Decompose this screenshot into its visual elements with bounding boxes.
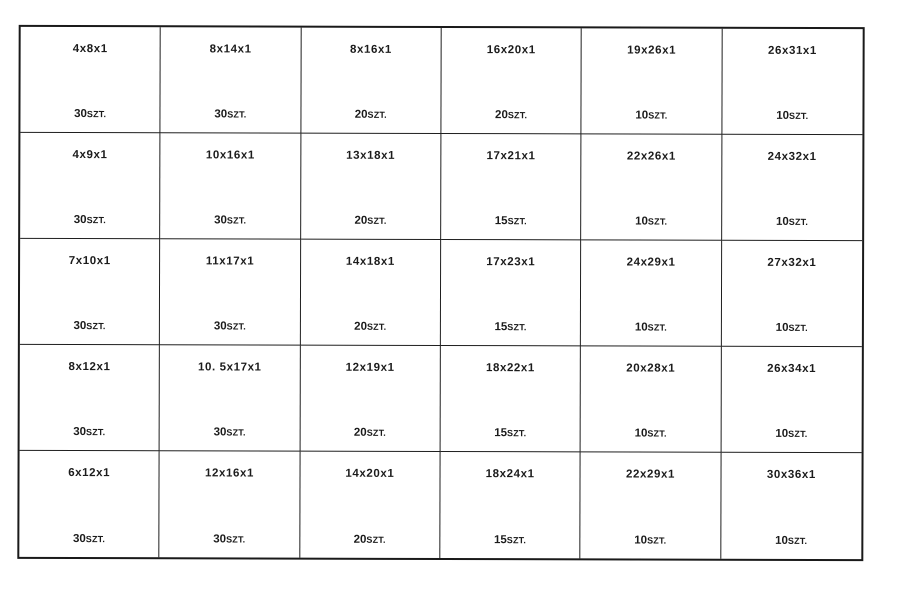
cell-quantity-unit: SZT.: [647, 216, 668, 227]
cell-size-label: 8x12x1: [68, 361, 111, 374]
cell-quantity-number: 10: [634, 321, 648, 334]
cell-quantity-unit: SZT.: [366, 427, 387, 438]
cell-quantity-number: 10: [775, 427, 789, 440]
grid-cell: [581, 134, 722, 240]
grid-cell: [160, 345, 301, 451]
cell-quantity-unit: SZT.: [86, 427, 106, 438]
cell-size-label: 8x14x1: [209, 43, 252, 56]
cell-quantity-number: 10: [635, 215, 648, 228]
cell-size-label: 4x9x1: [72, 149, 108, 162]
cell-quantity-unit: SZT.: [366, 321, 387, 332]
cell-quantity-number: 15: [493, 534, 507, 547]
grid-cell: [441, 240, 582, 346]
cell-quantity: [581, 534, 720, 546]
cell-quantity-unit: SZT.: [226, 321, 246, 332]
cell-size-label: 27x32x1: [767, 256, 817, 269]
grid-cell: [721, 453, 862, 559]
cell-quantity-number: 30: [74, 108, 87, 121]
cell-quantity: [160, 426, 299, 438]
cell-quantity-number: 15: [494, 215, 508, 228]
cell-quantity: [20, 108, 159, 120]
cell-size-label: 14x18x1: [345, 255, 395, 268]
cell-quantity-number: 30: [73, 320, 87, 333]
cell-quantity-unit: SZT.: [86, 109, 107, 120]
grid-cell: [581, 346, 722, 452]
cell-size-label: 6x12x1: [68, 467, 111, 480]
cell-size-label: 16x20x1: [486, 44, 536, 57]
grid-cell: [441, 134, 582, 240]
grid-cell: [582, 28, 723, 134]
cell-quantity: [581, 321, 720, 333]
cell-quantity: [161, 214, 300, 226]
grid-cell: [20, 27, 161, 133]
cell-quantity-number: 30: [214, 214, 227, 227]
cell-quantity-number: 30: [213, 533, 227, 546]
grid-cell: [161, 27, 302, 133]
cell-quantity: [721, 535, 861, 547]
grid-cell: [301, 134, 442, 240]
grid-cell: [441, 346, 582, 452]
cell-quantity-unit: SZT.: [788, 322, 808, 333]
cell-quantity: [301, 109, 440, 121]
cell-quantity-unit: SZT.: [787, 535, 808, 546]
grid-cell: [20, 239, 161, 345]
grid-cell: [20, 133, 161, 239]
cell-quantity-unit: SZT.: [367, 109, 387, 120]
washer-size-grid: [17, 25, 864, 561]
cell-size-label: 7x10x1: [68, 255, 111, 268]
cell-quantity-number: 20: [354, 108, 368, 121]
cell-quantity: [20, 426, 159, 438]
cell-quantity-number: 20: [354, 320, 367, 333]
grid-cell: [440, 452, 581, 558]
cell-quantity-unit: SZT.: [226, 534, 246, 545]
cell-quantity: [441, 109, 580, 121]
cell-quantity-unit: SZT.: [86, 321, 106, 332]
grid-cell: [160, 239, 301, 345]
cell-size-label: 20x28x1: [626, 362, 676, 375]
cell-quantity: [441, 427, 580, 439]
cell-quantity-number: 10: [775, 534, 788, 547]
grid-cell: [300, 452, 441, 558]
grid-cell: [300, 346, 441, 452]
cell-size-label: 10. 5x17x1: [197, 361, 262, 374]
cell-quantity-unit: SZT.: [647, 535, 667, 546]
grid-cell: [721, 347, 862, 453]
cell-quantity-number: 30: [73, 426, 87, 439]
grid-cell: [160, 451, 301, 557]
cell-size-label: 19x26x1: [627, 44, 677, 57]
cell-quantity: [722, 110, 862, 122]
cell-size-label: 26x31x1: [767, 44, 817, 57]
cell-size-label: 8x16x1: [349, 43, 392, 56]
cell-quantity: [441, 321, 580, 333]
cell-size-label: 17x21x1: [486, 150, 536, 163]
cell-quantity-number: 20: [354, 214, 368, 227]
cell-quantity-unit: SZT.: [506, 535, 527, 546]
grid-cell: [722, 135, 863, 241]
cell-quantity-number: 30: [213, 426, 227, 439]
cell-size-label: 12x16x1: [205, 467, 255, 480]
cell-quantity: [441, 215, 580, 227]
grid-cell: [20, 345, 161, 451]
cell-quantity: [300, 534, 439, 546]
cell-quantity-number: 20: [353, 533, 367, 546]
grid-cell: [581, 240, 722, 346]
cell-quantity-unit: SZT.: [648, 110, 668, 121]
cell-quantity-unit: SZT.: [788, 428, 808, 439]
cell-quantity: [301, 321, 440, 333]
cell-quantity: [581, 427, 720, 439]
cell-quantity: [160, 320, 299, 332]
grid-cell: [301, 240, 442, 346]
cell-quantity-number: 15: [494, 321, 508, 334]
cell-quantity-unit: SZT.: [507, 110, 528, 121]
cell-size-label: 4x8x1: [72, 43, 108, 56]
grid-cell: [581, 452, 722, 558]
cell-quantity-unit: SZT.: [647, 428, 667, 439]
cell-quantity-number: 20: [353, 426, 367, 439]
grid-cell: [160, 133, 301, 239]
cell-quantity-unit: SZT.: [789, 110, 809, 121]
cell-quantity-unit: SZT.: [647, 322, 667, 333]
cell-size-label: 18x22x1: [485, 362, 535, 375]
cell-quantity: [721, 428, 861, 440]
cell-size-label: 30x36x1: [766, 468, 816, 481]
cell-size-label: 12x19x1: [345, 361, 395, 374]
cell-quantity: [160, 533, 299, 545]
cell-quantity-number: 30: [73, 214, 87, 227]
cell-quantity-unit: SZT.: [788, 216, 809, 227]
cell-quantity: [20, 320, 159, 332]
cell-quantity-number: 30: [213, 320, 227, 333]
cell-quantity-unit: SZT.: [367, 215, 387, 226]
cell-quantity: [440, 534, 579, 546]
cell-quantity-number: 15: [494, 427, 508, 440]
grid-cell: [19, 451, 160, 557]
grid-cell: [441, 28, 582, 134]
cell-quantity-number: 10: [775, 321, 789, 334]
cell-quantity-unit: SZT.: [226, 427, 246, 438]
cell-quantity: [582, 215, 721, 227]
cell-quantity-number: 30: [72, 533, 86, 546]
grid-cell: [722, 29, 863, 135]
cell-quantity: [301, 215, 440, 227]
cell-quantity-number: 10: [775, 215, 789, 228]
cell-quantity-number: 30: [214, 108, 228, 121]
cell-quantity-unit: SZT.: [227, 109, 247, 120]
cell-size-label: 13x18x1: [346, 149, 396, 162]
grid-cell: [301, 28, 442, 134]
cell-quantity-number: 10: [634, 534, 648, 547]
cell-size-label: 22x26x1: [626, 150, 676, 163]
cell-quantity-number: 10: [776, 109, 790, 122]
cell-quantity-number: 10: [634, 427, 648, 440]
cell-quantity: [19, 533, 158, 545]
cell-quantity: [722, 322, 862, 334]
cell-size-label: 26x34x1: [767, 362, 817, 375]
cell-quantity: [20, 214, 159, 226]
cell-size-label: 18x24x1: [485, 468, 535, 481]
cell-quantity: [300, 427, 439, 439]
cell-quantity: [722, 216, 862, 228]
cell-quantity: [161, 108, 300, 120]
grid-cell: [722, 241, 863, 347]
cell-size-label: 17x23x1: [486, 256, 536, 269]
cell-size-label: 24x32x1: [767, 150, 817, 163]
cell-quantity-number: 20: [495, 109, 508, 122]
cell-size-label: 10x16x1: [205, 149, 255, 162]
cell-quantity-unit: SZT.: [85, 534, 106, 545]
cell-quantity-unit: SZT.: [366, 534, 386, 545]
cell-size-label: 11x17x1: [205, 255, 255, 268]
cell-quantity-number: 10: [635, 109, 649, 122]
cell-quantity-unit: SZT.: [226, 215, 247, 226]
cell-quantity: [582, 109, 721, 121]
cell-size-label: 22x29x1: [626, 468, 676, 481]
cell-size-label: 24x29x1: [626, 256, 676, 269]
cell-size-label: 14x20x1: [345, 467, 395, 480]
cell-quantity-unit: SZT.: [86, 215, 106, 226]
cell-quantity-unit: SZT.: [507, 216, 527, 227]
cell-quantity-unit: SZT.: [507, 428, 527, 439]
cell-quantity-unit: SZT.: [507, 322, 527, 333]
